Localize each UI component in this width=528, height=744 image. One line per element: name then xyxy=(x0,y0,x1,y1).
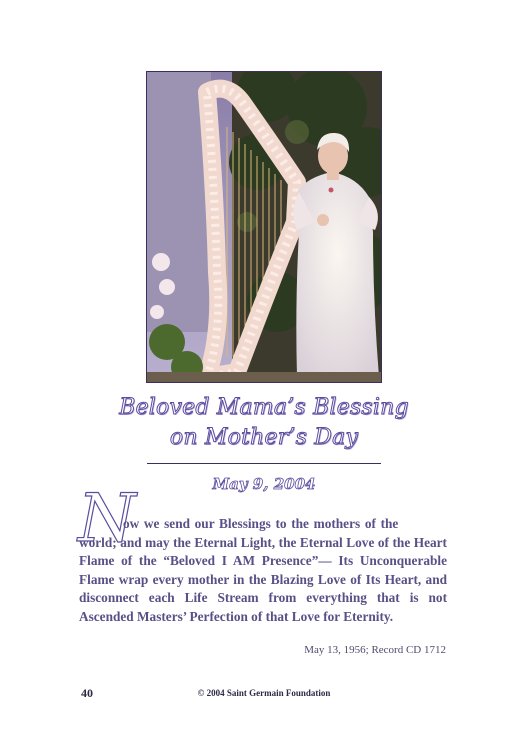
blessing-paragraph xyxy=(79,515,447,627)
page-title-line1: Beloved Mama’s Blessing xyxy=(119,395,409,420)
harp-portrait-photo xyxy=(146,71,382,383)
date-heading: May 9, 2004 xyxy=(212,475,316,493)
page-title-line2: on Mother’s Day xyxy=(169,425,359,450)
paragraph-first-line: ow we send our Blessings to the mothers of the xyxy=(123,516,399,531)
paragraph-body: world; and may the Eternal Light, the Eternal Love of the Heart Flame of the “Beloved I AM Presence”— Its Unconquerable Flame wrap every mother in the Blazing Love of Its Heart, and disconnect each Life Stream from everything that is not Ascended Masters’ Perfection of that Love for Eternity. xyxy=(79,534,447,624)
citation: May 13, 1956; Record CD 1712 xyxy=(304,644,446,656)
title-divider xyxy=(147,463,381,464)
drop-cap: N xyxy=(78,480,136,557)
copyright-notice: © 2004 Saint Germain Foundation xyxy=(197,688,331,698)
page-number: 40 xyxy=(81,686,93,700)
